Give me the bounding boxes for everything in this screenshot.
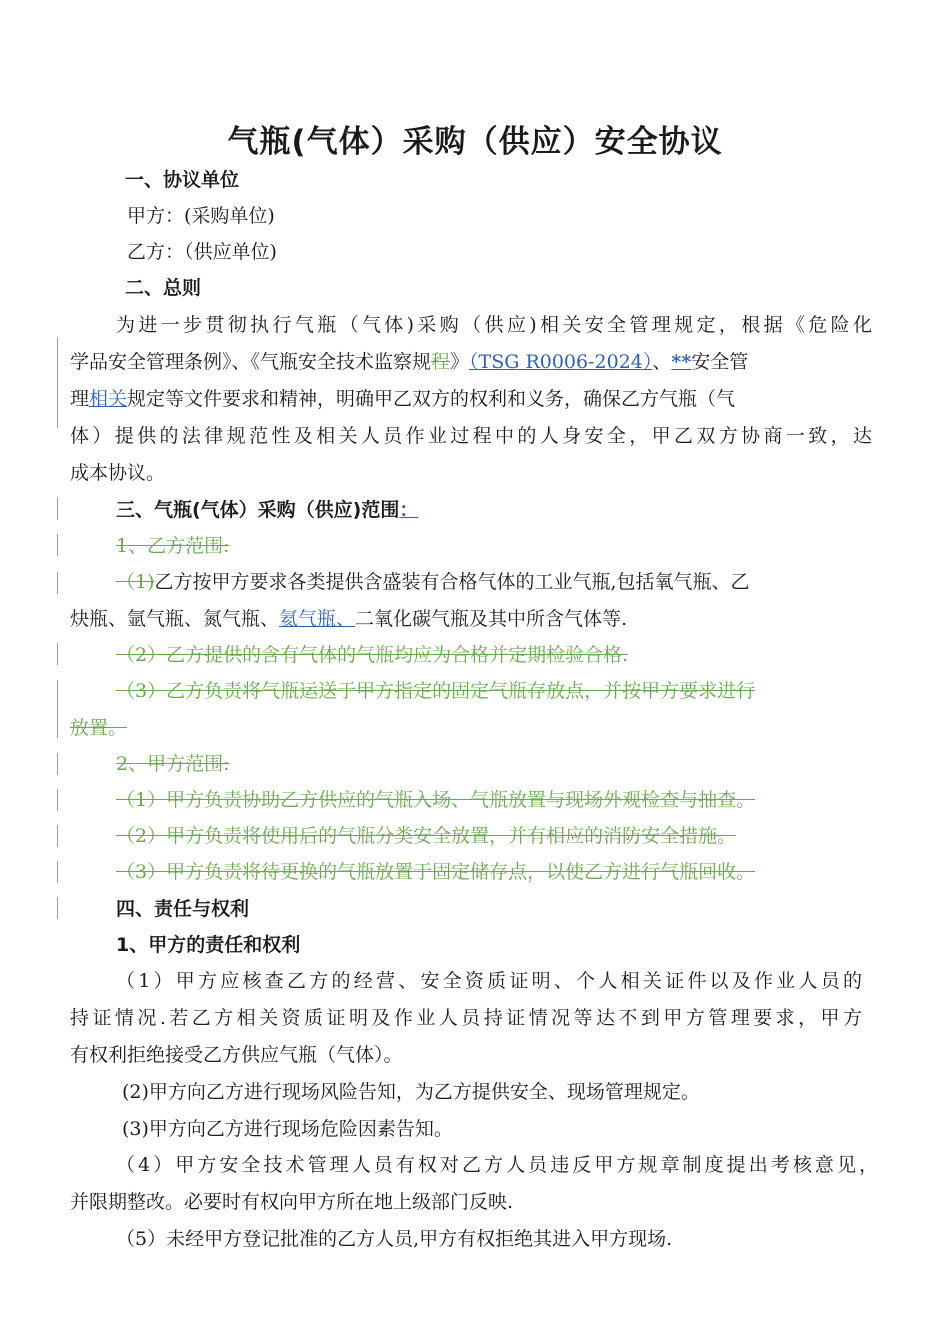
scope-item-1-line-2 bbox=[70, 607, 882, 631]
rights-item-2: (2)甲方向乙方进行现场风险告知，为乙方提供安全、现场管理规定。 bbox=[122, 1081, 700, 1103]
revision-bar bbox=[57, 861, 58, 883]
subheading-party-a-rights: 1、甲方的责任和权利 bbox=[116, 934, 301, 956]
general-para-line-4: 体）提供的法律规范性及相关人员作业过程中的人身安全，甲乙双方协商一致，达 bbox=[70, 425, 872, 447]
general-para-line-1: 为进一步贯彻执行气瓶（气体)采购（供应)相关安全管理规定，根据《危险化 bbox=[116, 314, 872, 336]
general-para-line-5: 成本协议。 bbox=[70, 462, 166, 484]
revision-bar bbox=[57, 897, 58, 919]
text-run: 安全管 bbox=[691, 351, 749, 373]
deleted-line-a1: （1）甲方负责协助乙方供应的气瓶入场、气瓶放置与现场外观检查与抽查。 bbox=[116, 789, 756, 811]
text-run: 规定等文件要求和精神，明确甲乙双方的权利和义务，确保乙方气瓶（气 bbox=[127, 388, 736, 410]
revision-bar bbox=[57, 825, 58, 847]
deleted-line-party-a-scope: 2、甲方范围: bbox=[116, 753, 230, 775]
deleted-text: （1) bbox=[116, 571, 155, 593]
text-run: 三、气瓶(气体）采购（供应)范围 bbox=[116, 499, 400, 521]
revision-bar bbox=[57, 534, 58, 556]
revision-bar bbox=[57, 572, 58, 594]
rights-item-1-line-1: （1）甲方应核查乙方的经营、安全资质证明、个人相关证件以及作业人员的 bbox=[116, 970, 862, 992]
section-heading-general: 二、总则 bbox=[125, 277, 202, 299]
deleted-line-b3a: （3）乙方负责将气瓶运送于甲方指定的固定气瓶存放点，并按甲方要求进行 bbox=[116, 680, 756, 702]
text-run: 》 bbox=[450, 351, 470, 373]
inserted-text: ** bbox=[671, 351, 692, 373]
inserted-text: 相关 bbox=[89, 388, 128, 410]
section-heading-parties: 一、协议单位 bbox=[125, 169, 240, 191]
party-a-line: 甲方：(采购单位) bbox=[127, 205, 275, 227]
general-para-line-3 bbox=[70, 387, 882, 411]
revision-bar bbox=[57, 643, 58, 665]
section-heading-responsibilities: 四、责任与权利 bbox=[116, 898, 250, 920]
deleted-line-party-b-scope: 1、乙方范围: bbox=[116, 535, 230, 557]
text-run: 乙方按甲方要求各类提供含盛装有合格气体的工业气瓶,包括氧气瓶、乙 bbox=[154, 571, 750, 593]
deleted-text: 程 bbox=[431, 351, 451, 373]
document-title: 气瓶(气体）采购（供应）安全协议 bbox=[227, 124, 723, 160]
revision-bar bbox=[57, 789, 58, 811]
text-run: 学品安全管理条例》、《气瓶安全技术监察规 bbox=[70, 351, 432, 373]
text-run: 二氧化碳气瓶及其中所含气体等. bbox=[355, 608, 628, 630]
text-run: 、 bbox=[652, 351, 672, 373]
inserted-text: （TSG R0006-2024） bbox=[469, 351, 653, 373]
revision-bar bbox=[57, 753, 58, 775]
text-run: 炔瓶、氩气瓶、氮气瓶、 bbox=[70, 608, 280, 630]
scope-item-1-line-1 bbox=[116, 570, 928, 594]
deleted-line-a2: （2）甲方负责将使用后的气瓶分类安全放置，并有相应的消防安全措施。 bbox=[116, 825, 737, 847]
rights-item-4-line-2: 并限期整改。必要时有权向甲方所在地上级部门反映. bbox=[70, 1191, 514, 1213]
text-run: 理 bbox=[70, 388, 90, 410]
general-para-line-2 bbox=[70, 350, 890, 374]
revision-bar bbox=[57, 680, 58, 738]
rights-item-1-line-2: 持证情况.若乙方相关资质证明及作业人员持证情况等达不到甲方管理要求，甲方 bbox=[70, 1007, 862, 1029]
deleted-line-b3b: 放置。 bbox=[70, 717, 128, 739]
deleted-line-b2: （2）乙方提供的含有气体的气瓶均应为合格并定期检验合格. bbox=[116, 644, 629, 666]
section-heading-scope bbox=[116, 498, 928, 522]
inserted-text: 氦气瓶、 bbox=[279, 608, 356, 630]
rights-item-1-line-3: 有权利拒绝接受乙方供应气瓶（气体）。 bbox=[70, 1044, 403, 1066]
revision-bar bbox=[57, 498, 58, 520]
rights-item-3: (3)甲方向乙方进行现场危险因素告知。 bbox=[122, 1118, 453, 1140]
deleted-line-a3: （3）甲方负责将待更换的气瓶放置于固定储存点，以使乙方进行气瓶回收。 bbox=[116, 861, 756, 883]
rights-item-4-line-1: （4）甲方安全技术管理人员有权对乙方人员违反甲方规章制度提出考核意见， bbox=[116, 1154, 878, 1176]
party-b-line: 乙方：（供应单位) bbox=[127, 241, 277, 263]
revision-bar bbox=[57, 338, 58, 428]
rights-item-5: （5）未经甲方登记批准的乙方人员,甲方有权拒绝其进入甲方现场. bbox=[116, 1228, 673, 1250]
inserted-text: ： bbox=[399, 499, 419, 521]
